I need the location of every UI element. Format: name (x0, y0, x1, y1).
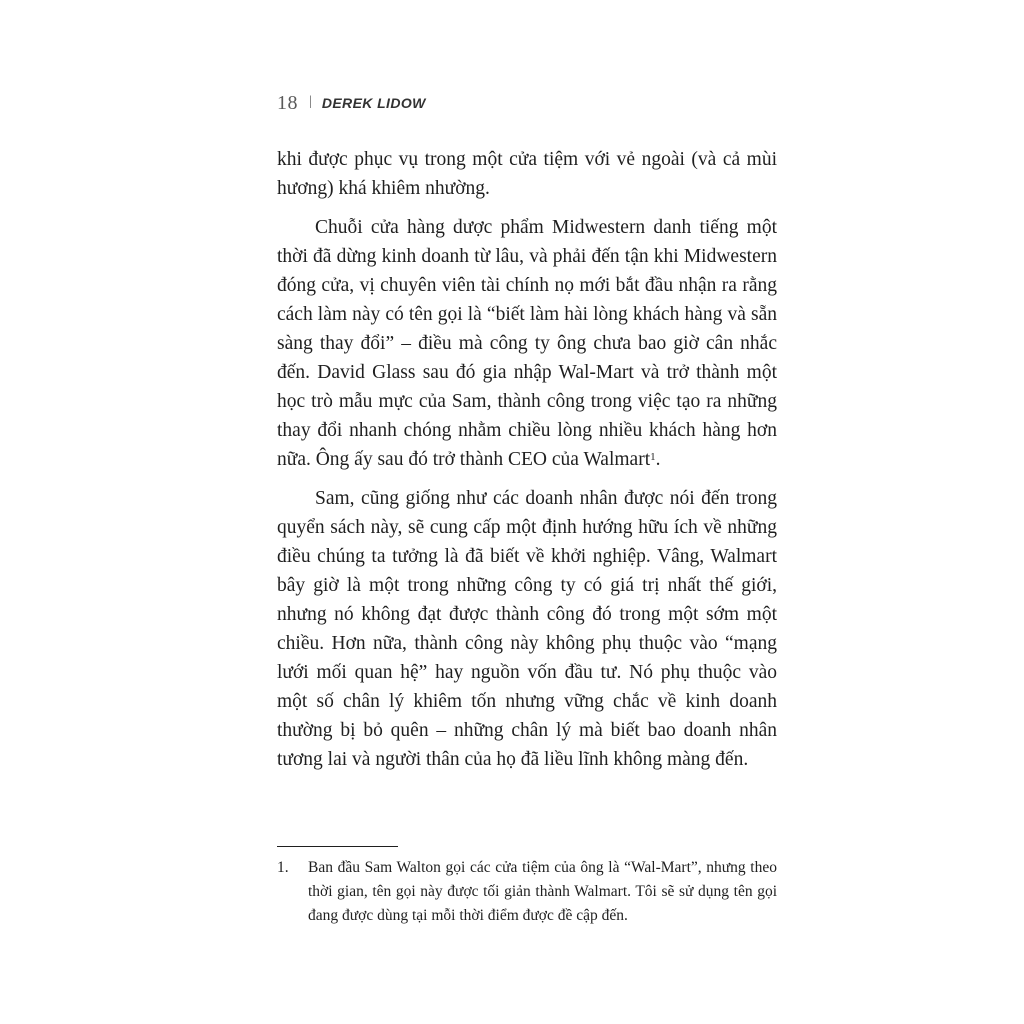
paragraph-3: Sam, cũng giống như các doanh nhân được nói đến trong quyển sách này, sẽ cung cấp một định hướng hữu ích về những điều chúng ta tưởng là đã biết về khởi nghiệp. Vâng, Walmart bây giờ là một trong những công ty có giá trị nhất thế giới, nhưng nó không đạt được thành công đó trong một sớm một chiều. Hơn nữa, thành công này không phụ thuộc vào “mạng lưới mối quan hệ” hay nguồn vốn đầu tư. Nó phụ thuộc vào một số chân lý khiêm tốn nhưng vững chắc về kinh doanh thường bị bỏ quên – những chân lý mà biết bao doanh nhân tương lai và người thân của họ đã liều lĩnh không màng đến. (277, 488, 777, 770)
running-header (277, 89, 426, 117)
book-page (277, 0, 777, 1024)
footnote-number: 1. (277, 859, 289, 876)
page-number: 18 (277, 91, 298, 114)
footnote-reference: 1 (650, 451, 656, 463)
paragraph-1: khi được phục vụ trong một cửa tiệm với vẻ ngoài (và cả mùi hương) khá khiêm nhường. (277, 149, 777, 199)
paragraph-2-text: Chuỗi cửa hàng dược phẩm Midwestern danh tiếng một thời đã dừng kinh doanh từ lâu, và phải đến tận khi Midwestern đóng cửa, vị chuyên viên tài chính nọ mới bắt đầu nhận ra rằng cách làm này có tên gọi là “biết làm hài lòng khách hàng và sẵn sàng thay đổi” – điều mà công ty ông chưa bao giờ cân nhắc đến. David Glass sau đó gia nhập Wal-Mart và trở thành một học trò mẫu mực của Sam, thành công trong việc tạo ra những thay đổi nhanh chóng nhằm chiều lòng nhiều khách hàng hơn nữa. Ông ấy sau đó trở thành CEO của Walmart (277, 217, 777, 470)
body-text (277, 145, 777, 784)
header-separator: | (309, 94, 312, 109)
author-name: DEREK LIDOW (321, 95, 426, 111)
footnote-text: Ban đầu Sam Walton gọi các cửa tiệm của ông là “Wal-Mart”, nhưng theo thời gian, tên gọi này được tối giản thành Walmart. Tôi sẽ sử dụng tên gọi đang được dùng tại mỗi thời điểm được đề cập đến. (308, 859, 777, 924)
footnote-divider (277, 846, 398, 847)
footnote (277, 856, 777, 928)
paragraph-2-trail: . (655, 449, 661, 470)
paragraph-2 (277, 213, 777, 474)
